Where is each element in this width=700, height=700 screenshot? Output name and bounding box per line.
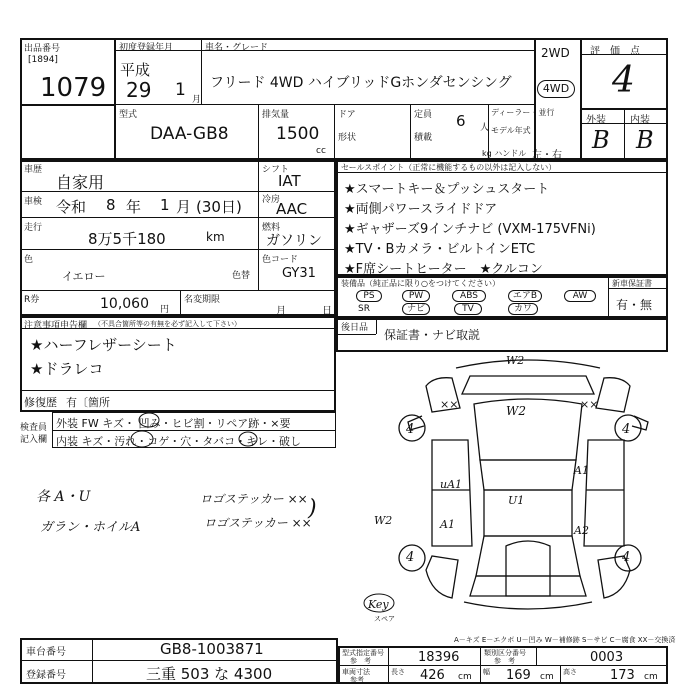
category-sub: 参 考: [494, 657, 515, 665]
term-circles: [52, 412, 336, 448]
equip-leather: カワ: [508, 303, 538, 315]
notes-label: 注意事項申告欄: [24, 321, 88, 331]
door-label: ドア: [338, 110, 356, 120]
mark-xx-left: ××: [440, 398, 459, 411]
ext-terms: 外装 FW キズ・ 凹み・ヒビ割・リペア跡・×要: [56, 417, 291, 430]
spare-label: スペア: [374, 615, 395, 623]
usage: 自家用: [56, 173, 105, 192]
mark-a1-rear-left: A1: [440, 518, 455, 531]
mark-tire-fl: 4: [406, 422, 415, 437]
shift-label: シフト: [262, 165, 290, 175]
height-unit: cm: [644, 672, 658, 682]
ext-label: 外装: [586, 115, 606, 126]
repair-label: 修復歴: [24, 396, 57, 409]
equip-airbag: エアB: [508, 290, 542, 302]
displacement-label: 排気量: [262, 110, 290, 120]
inspection-year: 8: [106, 196, 116, 214]
mark-u1: U1: [508, 494, 525, 507]
dims-label: 車両寸法: [342, 668, 370, 676]
ac-label: 冷房: [262, 195, 281, 205]
sales-point-2: ★両側パワースライドドア: [344, 202, 498, 217]
sales-point-1: ★スマートキー＆プッシュスタート: [344, 182, 550, 197]
length: 426: [420, 668, 445, 683]
displacement: 1500: [276, 124, 320, 144]
model-label: 型式: [119, 110, 138, 120]
width-label: 幅: [483, 668, 490, 676]
model: DAA-GB8: [150, 124, 229, 144]
height: 173: [610, 668, 635, 683]
equip-label: 装備品（純正品に限り○をつけてください）: [341, 279, 500, 288]
lot-sub: [1894]: [28, 55, 58, 65]
type-cert-sub: 参 考: [350, 657, 371, 665]
mark-a2-rear-right: A2: [574, 524, 589, 537]
name-label: 車名・グレード: [205, 43, 269, 53]
recycle-value: 10,060: [100, 296, 149, 312]
after-label: 後日品: [341, 323, 369, 333]
int-terms: 内装 キズ・汚れ・コゲ・穴・タバコ・キレ・破し: [56, 435, 302, 448]
reg-year: 29: [126, 78, 152, 102]
shift: IAT: [278, 172, 301, 190]
key-circle: [362, 592, 396, 614]
warranty-label: 新車保証書: [612, 279, 652, 288]
windshield: [474, 399, 582, 460]
rear-left-fender: [426, 556, 458, 598]
fuel: ガソリン: [266, 233, 322, 249]
sales-point-4: ★TV・Bカメラ・ビルトインETC: [344, 242, 536, 257]
dealer-label: ディーラー・並行: [491, 108, 555, 117]
car-damage-diagram: [396, 350, 666, 630]
handle-value: 左・右: [532, 150, 562, 161]
era: 平成: [120, 61, 151, 79]
registration-number: 三重 503 な 4300: [146, 665, 273, 683]
damage-legend: A－キズ E－エクボ U－凹み W－補修跡 S－サビ C－腐食 XX－交換済: [454, 636, 676, 644]
color-no-label: 色替: [232, 271, 251, 281]
category: 0003: [590, 650, 624, 665]
record-label: 記入欄: [20, 435, 48, 445]
mark-tire-fr: 4: [622, 422, 631, 437]
fuel-label: 燃料: [262, 223, 281, 233]
mark-key: Key: [368, 598, 389, 611]
mileage-unit: km: [206, 230, 225, 244]
equip-ps: PS: [356, 290, 382, 302]
color-label: 色: [24, 255, 34, 265]
type-cert-label: 型式指定番号: [342, 649, 384, 657]
notes-sub: （不具合箇所等の有無を必ず記入して下さい）: [94, 320, 241, 328]
drive-4wd: 4WD: [537, 80, 575, 98]
category-label: 類別区分番号: [484, 649, 526, 657]
first-reg-label: 初度登録年月: [119, 43, 174, 53]
hand-note-4: ロゴステッカー ××: [204, 516, 312, 530]
color: イエロー: [62, 270, 106, 283]
int-grade: B: [636, 126, 654, 154]
capacity-unit: 人: [480, 123, 490, 133]
front-seat-area: [480, 460, 576, 490]
color-code: GY31: [282, 266, 316, 281]
reg-label: 登録番号: [26, 670, 66, 681]
car-name: フリード 4WD ハイブリッドGホンダセンシング: [210, 75, 512, 91]
width: 169: [506, 668, 531, 683]
note-2: ★ドラレコ: [30, 360, 104, 378]
equip-tv: TV: [454, 303, 482, 315]
mark-w2-top: W2: [506, 354, 525, 367]
rear-trim: [506, 541, 550, 596]
ext-grade: B: [592, 126, 610, 154]
equip-abs: ABS: [452, 290, 486, 302]
ac: AAC: [276, 200, 308, 218]
type-cert: 18396: [418, 650, 460, 665]
inspection-year-unit: 年: [126, 198, 142, 216]
lot-label: 出品番号: [24, 44, 61, 54]
inspection-month-unit: 月: [176, 198, 192, 216]
sales-point-3: ★ギャザーズ9インチナビ (VXM-175VFNi): [344, 222, 596, 237]
equip-navi: ナビ: [402, 303, 430, 315]
sales-point-5: ★F席シートヒーター ★クルコン: [344, 262, 543, 277]
deadline-label: 名変期限: [184, 295, 221, 305]
equip-sr: SR: [358, 304, 370, 314]
inspection-month: 1: [160, 196, 170, 214]
model-year-label: モデル年式: [491, 126, 531, 135]
front-bumper: [456, 360, 600, 368]
chassis-number: GB8-1003871: [160, 640, 264, 658]
deadline-day: 日: [322, 306, 332, 317]
mark-ua1-left: uA1: [440, 478, 463, 491]
mark-tire-rr: 4: [622, 550, 631, 565]
tailgate: [470, 576, 586, 596]
after-value: 保証書・ナビ取説: [384, 328, 481, 342]
usage-label: 車歴: [24, 165, 43, 175]
capacity-label: 定員: [414, 110, 433, 120]
length-unit: cm: [458, 672, 472, 682]
equip-aw: AW: [564, 290, 596, 302]
hand-note-1: 各 A・U: [36, 489, 91, 505]
inspection-label: 車検: [24, 197, 43, 207]
repair-value: 有〔箇所: [66, 396, 110, 409]
rear-bumper: [464, 602, 592, 609]
hand-bracket: ): [308, 496, 317, 521]
score: 4: [612, 60, 635, 101]
equip-pw: PW: [402, 290, 430, 302]
capacity: 6: [456, 112, 466, 130]
note-1: ★ハーフレザーシート: [30, 336, 177, 354]
mark-tire-rl: 4: [406, 550, 415, 565]
warranty-value: 有・無: [616, 298, 653, 312]
inspection-day: (30日): [196, 198, 242, 216]
roof-panel: [484, 490, 572, 536]
mark-a1-right: A1: [574, 464, 589, 477]
handle-label: kg ハンドル: [482, 149, 527, 158]
length-label: 長さ: [391, 668, 405, 676]
mark-xx-right: ××: [580, 398, 599, 411]
deadline-month: 月: [276, 306, 286, 317]
displacement-unit: cc: [316, 146, 326, 156]
mileage: 8万5千180: [88, 230, 166, 248]
inspection-era: 令和: [56, 198, 87, 216]
seat-label: 積載: [414, 133, 433, 143]
right-side-panel: [584, 440, 624, 546]
recycle-label: R券: [24, 295, 40, 305]
mark-w2-roof: W2: [506, 404, 526, 418]
hood-panel: [462, 376, 594, 394]
mark-w2-side: W2: [374, 514, 393, 527]
hand-note-2: ガラン・ホイルA: [40, 520, 141, 535]
color-code-label: 色コード: [262, 255, 299, 265]
width-unit: cm: [540, 672, 554, 682]
shape-label: 形状: [338, 133, 357, 143]
mileage-label: 走行: [24, 223, 43, 233]
height-label: 高さ: [563, 668, 577, 676]
chassis-label: 車台番号: [26, 647, 66, 658]
reg-month: 1: [175, 80, 186, 100]
score-label: 評 価 点: [590, 46, 640, 57]
inspector-label: 検査員: [20, 423, 48, 433]
reg-month-unit: 月: [192, 95, 202, 105]
sales-label: セールスポイント（正常に機能するもの以外は記入しない）: [341, 163, 557, 172]
int-label: 内装: [630, 115, 650, 126]
recycle-unit: 円: [160, 305, 170, 315]
lot-number: 1079: [40, 73, 107, 103]
drive-2wd: 2WD: [541, 46, 570, 60]
dims-sub: 参考: [350, 676, 364, 684]
rear-window: [476, 536, 580, 576]
hand-note-3: ロゴステッカー ××: [200, 492, 308, 506]
front-right-fender: [596, 378, 630, 412]
